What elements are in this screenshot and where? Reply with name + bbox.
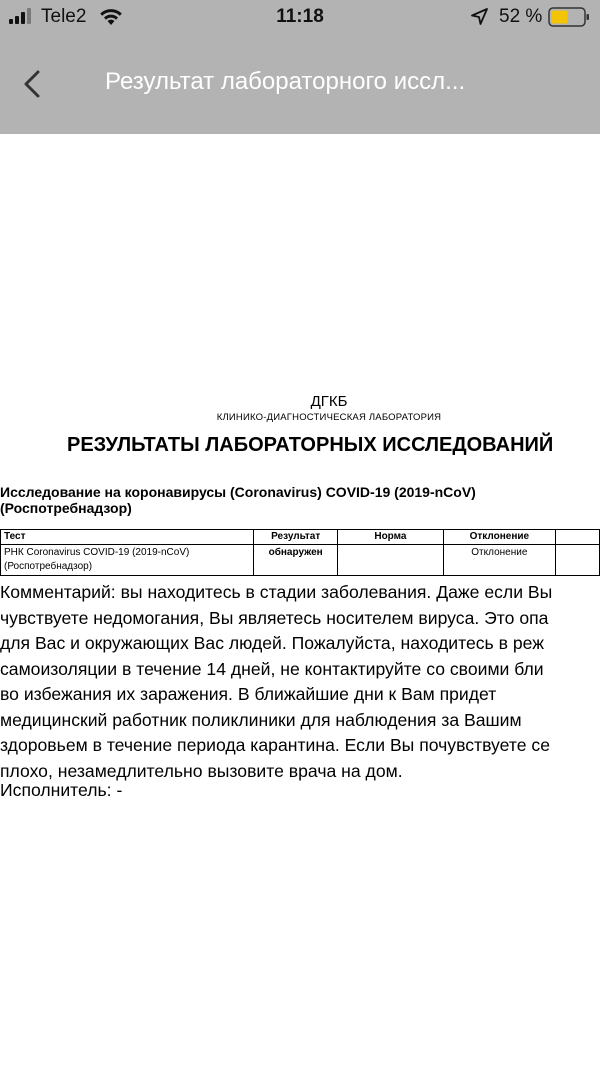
comment-line: во избежания их заражения. В ближайшие дни к Вам придет <box>0 684 497 704</box>
clock: 11:18 <box>276 6 324 27</box>
location-arrow-icon <box>470 7 489 26</box>
comment-line: для Вас и окружающих Вас людей. Пожалуйста, находитесь в реж <box>0 633 544 653</box>
comment-line: Комментарий: вы находитесь в стадии заболевания. Даже если Вы <box>0 582 553 602</box>
organization-name: ДГКБ <box>310 393 348 410</box>
results-table <box>0 529 600 576</box>
battery-icon <box>548 7 590 27</box>
comment-line: чувствуете недомогания, Вы являетесь носителем вируса. Это опа <box>0 607 549 628</box>
column-header-result: Результат <box>254 530 337 545</box>
comment-line: самоизоляции в течение 14 дней, не контактируйте со своими бли <box>0 658 544 679</box>
page-title: Результат лабораторного иссл... <box>105 68 466 95</box>
back-button[interactable] <box>14 64 54 104</box>
comment-line: плохо, незамедлительно вызовите врача на дом. <box>0 760 403 781</box>
study-title-line: Исследование на коронавирусы (Coronavirus) COVID-19 (2019-nCoV) <box>0 484 476 500</box>
lab-result-document[interactable] <box>0 134 600 1066</box>
comment-text <box>0 580 600 784</box>
deviation-cell: Отклонение <box>443 545 555 576</box>
document-title: РЕЗУЛЬТАТЫ ЛАБОРАТОРНЫХ ИССЛЕДОВАНИЙ <box>67 434 554 456</box>
result-cell: обнаружен <box>254 545 337 576</box>
test-name-source: (Роспотребнадзор) <box>4 561 93 572</box>
navigation-bar <box>0 34 600 134</box>
chevron-left-icon <box>26 72 38 96</box>
column-header-deviation: Отклонение <box>443 530 555 545</box>
norm-cell <box>337 545 443 576</box>
executor-line: Исполнитель: - <box>0 780 123 800</box>
table-row <box>1 545 600 576</box>
test-name: РНК Coronavirus COVID-19 (2019-nCoV) <box>4 547 190 558</box>
carrier-name: Tele2 <box>41 6 87 27</box>
study-title <box>0 484 600 516</box>
top-chrome <box>0 0 600 134</box>
battery-percentage: 52 % <box>499 6 543 27</box>
column-header-extra <box>555 530 599 545</box>
test-name-cell <box>1 545 254 576</box>
extra-cell <box>555 545 599 576</box>
status-bar <box>0 0 600 34</box>
battery-level-fill <box>552 11 568 24</box>
comment-line: медицинский работник поликлиники для наблюдения за Вашим <box>0 709 522 730</box>
table-header-row <box>1 530 600 545</box>
study-title-line: (Роспотребнадзор) <box>0 500 132 516</box>
column-header-test: Тест <box>1 530 254 545</box>
laboratory-name: КЛИНИКО-ДИАГНОСТИЧЕСКАЯ ЛАБОРАТОРИЯ <box>216 412 442 423</box>
comment-line: здоровьем в течение периода карантина. Если Вы почувствуете се <box>0 735 550 755</box>
column-header-norm: Норма <box>337 530 443 545</box>
